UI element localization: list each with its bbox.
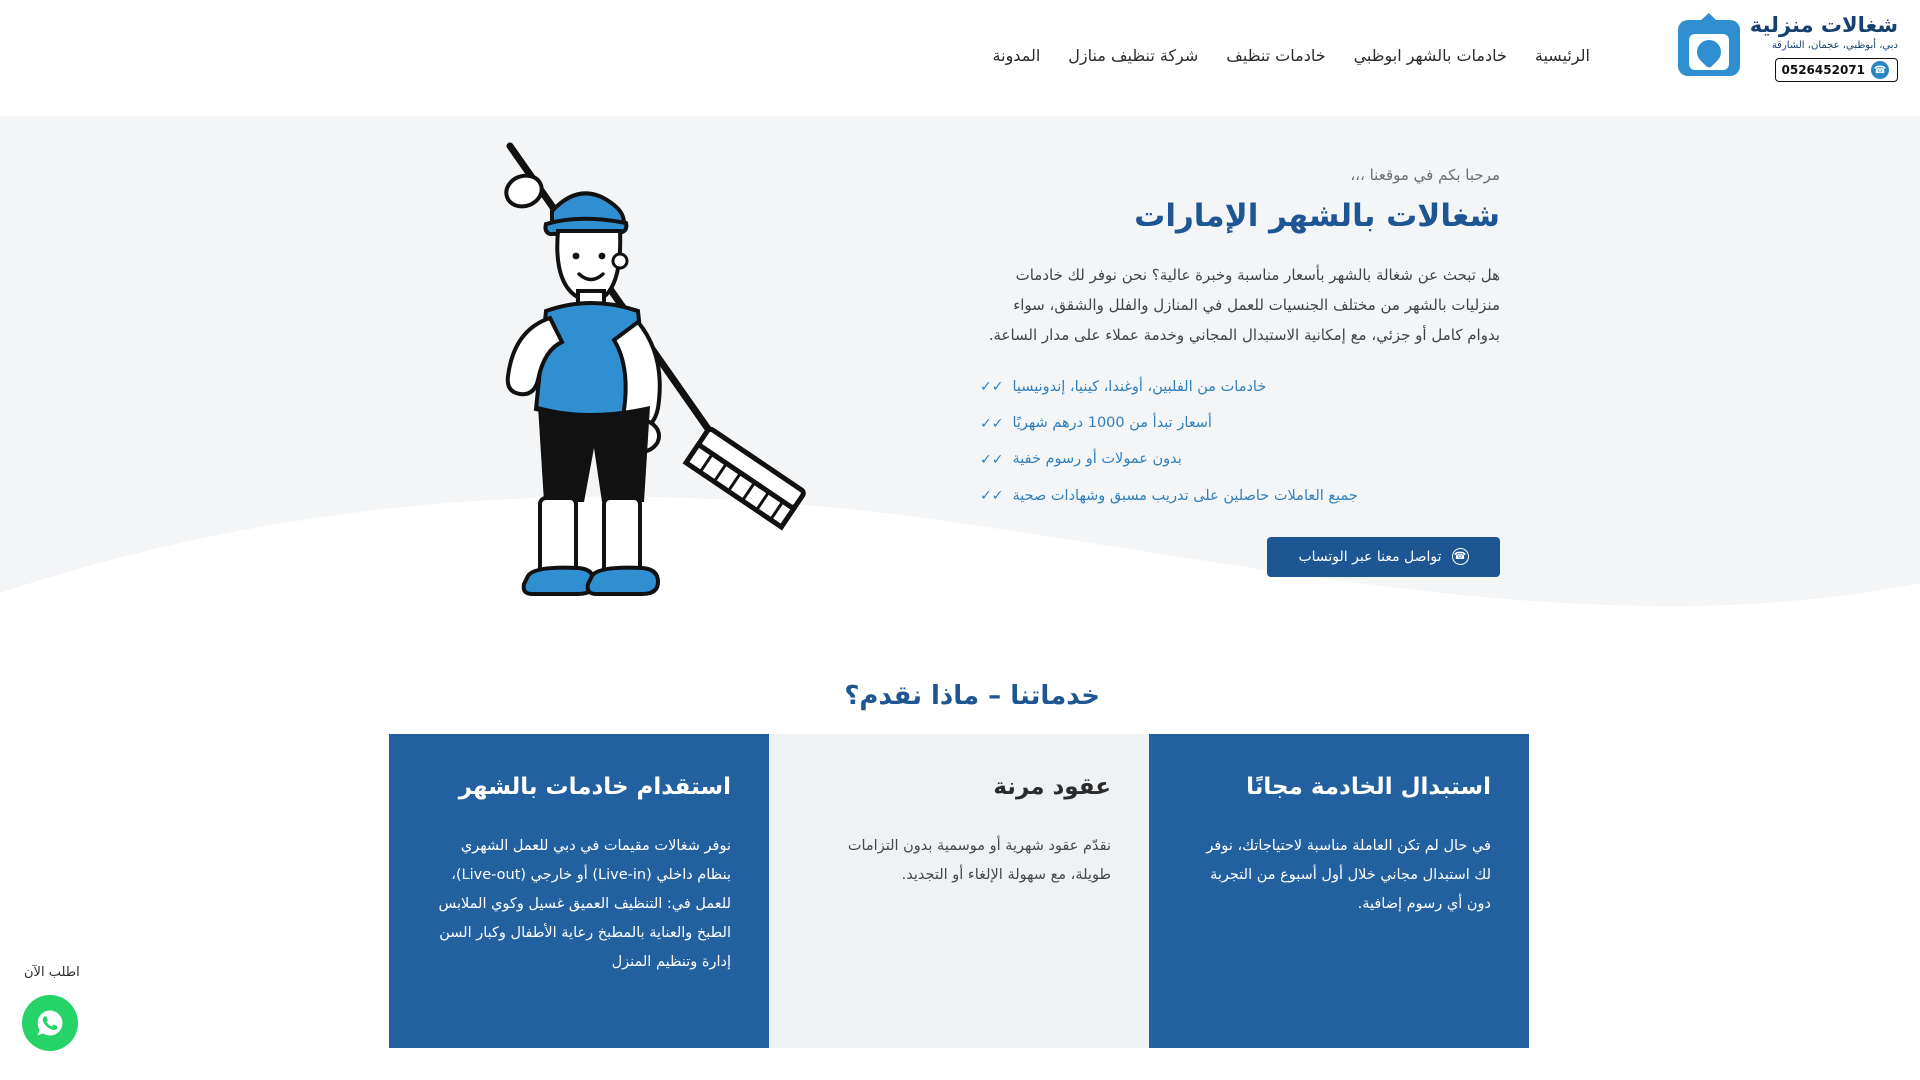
service-card-title: استبدال الخادمة مجانًا <box>1246 774 1491 800</box>
hero-feature-text: بدون عمولات أو رسوم خفية <box>1012 451 1182 468</box>
phone-icon: ☎ <box>1871 61 1889 79</box>
site-header <box>0 0 1920 116</box>
services-card-row <box>389 734 1531 1048</box>
brand-text-block <box>1750 14 1898 82</box>
check-double-icon: ✓✓ <box>980 415 1004 432</box>
service-card-monthly-maids <box>389 734 769 1048</box>
hero-content <box>980 166 1500 577</box>
nav-home[interactable]: الرئيسية <box>1534 46 1590 65</box>
list-item <box>980 485 1500 508</box>
whatsapp-icon <box>35 1008 65 1038</box>
service-card-body: نوفر شغالات مقيمات في دبي للعمل الشهري بنظام داخلي (Live-in) أو خارجي (Live-out)، للعمل في: التنظيف العميق غسيل وكوي الملابس الطبخ والعناية بالمطبخ رعاية الأطفال وكبار السن إدارة وتنظيم المنزل <box>438 838 731 970</box>
check-double-icon: ✓✓ <box>980 487 1004 504</box>
floating-chat-label: اطلب الآن <box>24 965 80 980</box>
main-navigation <box>993 46 1590 65</box>
service-card-title: عقود مرنة <box>993 774 1111 800</box>
header-phone-number: 0526452071 <box>1781 62 1865 77</box>
header-phone-button[interactable] <box>1775 58 1899 82</box>
hero-feature-text: خادمات من الفلبين، أوغندا، كينيا، إندونيسيا <box>1012 379 1267 395</box>
service-card-body: نقدّم عقود شهرية أو موسمية بدون التزامات طويلة، مع سهولة الإلغاء أو التجديد. <box>847 838 1111 883</box>
whatsapp-icon: ☎ <box>1452 548 1469 565</box>
hero-feature-text: جميع العاملات حاصلين على تدريب مسبق وشهادات صحية <box>1012 487 1358 504</box>
hero-section <box>0 116 1920 651</box>
check-double-icon: ✓✓ <box>980 451 1004 468</box>
nav-abudhabi-monthly-maids[interactable]: خادمات بالشهر ابوظبي <box>1353 46 1507 65</box>
house-cleaning-logo-icon <box>1678 20 1740 76</box>
brand-logo[interactable] <box>1678 14 1898 82</box>
hero-feature-list <box>980 376 1500 508</box>
whatsapp-floating-button[interactable] <box>22 995 78 1051</box>
list-item <box>980 448 1500 471</box>
brand-title: شغالات منزلية <box>1749 13 1898 37</box>
hero-title: شغالات بالشهر الإمارات <box>1134 198 1500 234</box>
nav-cleaning-maids[interactable]: خادمات تنظيف <box>1226 46 1326 65</box>
whatsapp-cta-button[interactable] <box>1267 537 1500 577</box>
service-card-body: في حال لم تكن العاملة مناسبة لاحتياجاتك، نوفر لك استبدال مجاني خلال أول أسبوع من التجربة دون أي رسوم إضافية. <box>1206 838 1491 912</box>
cleaner-with-broom-illustration <box>480 136 910 606</box>
service-card-free-replacement <box>1149 734 1529 1048</box>
services-title: خدماتنا – ماذا نقدم؟ <box>844 681 1100 711</box>
list-item <box>980 376 1500 399</box>
list-item <box>980 412 1500 435</box>
check-double-icon: ✓✓ <box>980 379 1004 396</box>
service-card-flexible-contracts <box>769 734 1149 1048</box>
hero-welcome-text: مرحبا بكم في موقعنا ،،، <box>1350 166 1500 184</box>
service-card-title: استقدام خادمات بالشهر <box>458 774 731 800</box>
nav-house-cleaning-company[interactable]: شركة تنظيف منازل <box>1068 46 1199 65</box>
whatsapp-cta-label: تواصل معنا عبر الوتساب <box>1298 548 1442 565</box>
services-section <box>0 651 1920 1080</box>
nav-blog[interactable]: المدونة <box>992 46 1041 65</box>
hero-wave-decoration <box>0 463 1920 651</box>
hero-description: هل تبحث عن شغالة بالشهر بأسعار مناسبة وخبرة عالية؟ نحن نوفر لك خادمات منزليات بالشهر من مختلف الجنسيات للعمل في المنازل والفلل والشقق، سواء بدوام كامل أو جزئي، مع إمكانية الاستبدال المجاني وخدمة عملاء على مدار الساعة. <box>988 266 1500 344</box>
hero-feature-text: أسعار تبدأ من 1000 درهم شهريًا <box>1012 415 1212 432</box>
brand-subtitle: دبي، أبوظبي، عجمان، الشارقة <box>1771 40 1898 52</box>
